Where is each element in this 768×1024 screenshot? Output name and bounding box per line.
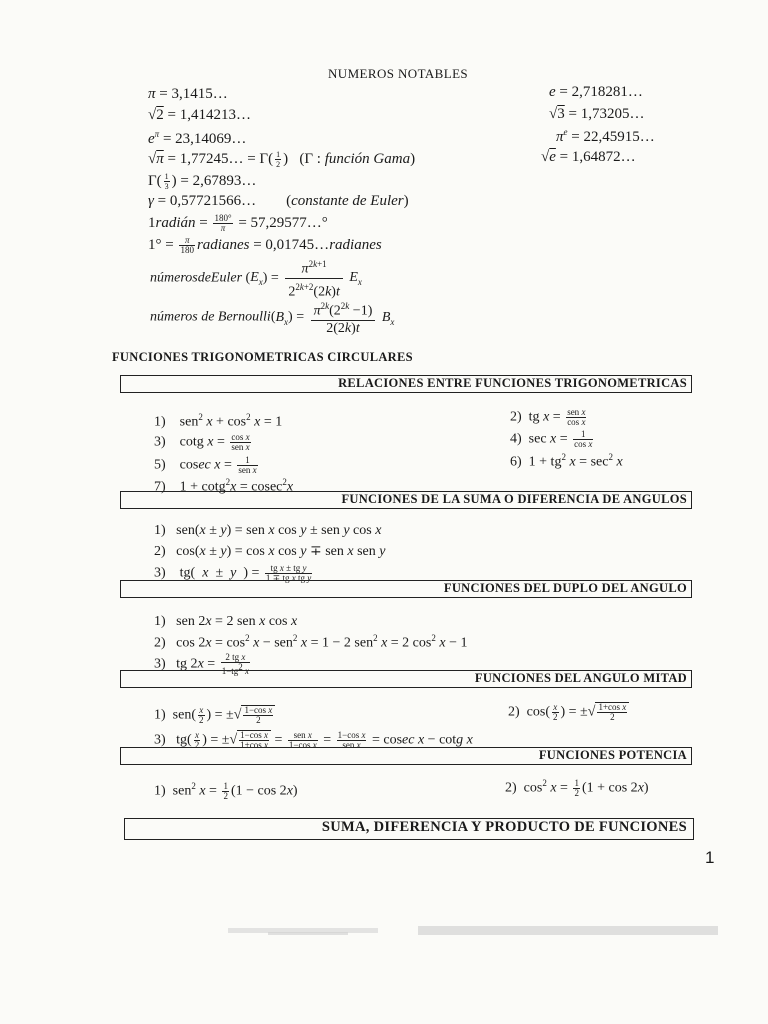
rel-3: 3) cotg x = $\frac{\text{cos x}}{\text{sen x}}$ xyxy=(154,432,250,452)
section-header-mitad xyxy=(120,670,692,688)
rel-1: 1) sen$^2$ $x + \cos^2 x = 1$ xyxy=(154,412,283,430)
section-header-suma xyxy=(120,491,692,509)
mitad-1: 1) sen( $\frac{x}{2}$ ) = ±√ $\frac{\text{1−cos x}}{2}$ xyxy=(154,705,275,725)
constant-pi-e: $\pi^e$ = 22,45915… xyxy=(556,127,655,145)
suma-2: 2) cos(x ± y) = cos x cos y ∓ sen x sen y xyxy=(154,544,386,559)
constant-euler-gamma: γ = 0,57721566… (constante de Euler) xyxy=(148,193,409,209)
constant-gamma-third: Γ( $\frac{1}{3}$ ) = 2,67893… xyxy=(148,172,257,191)
rel-4: 4) sec x = $\frac{1}{\text{cos x}}$ xyxy=(510,429,593,449)
potencia-1: 1) sen$^2$ x = $\frac{1}{2}$ (1 − cos 2x) xyxy=(154,780,298,801)
constant-pi: π = 3,1415… xyxy=(148,86,228,102)
section-header-potencia xyxy=(120,747,692,765)
rel-2: 2) tg x = $\frac{\text{sen x}}{\text{cos x}}$ xyxy=(510,407,586,427)
bernoulli-numbers-formula: números de $Bernoulli(B_x)$ = $\frac{\pi^{2k}(2^{2k} -1)}{2(2k)t}$ $B_x$ xyxy=(150,298,394,337)
rel-7: 7) 1 + cotg$^2$x = cosec$^2$x xyxy=(154,477,294,495)
potencia-2: 2) $\cos^2 x$ = $\frac{1}{2}$ (1 + cos 2x) xyxy=(505,777,649,798)
constant-sqrt3: √3 = 1,73205… xyxy=(549,106,645,122)
mitad-3: 3) tg( $\frac{x}{2}$ ) = ±√ $\frac{\text{1−cos x}}{\text{1+cos x}}$ = $\frac{\text{sen x}}{\text{1−cos x}}$ = $\frac{\text{1−cos x}}{\text{sen x}}$ = cosec x − cotg x xyxy=(154,730,473,750)
section-header-label: SUMA, DIFERENCIA Y PRODUCTO DE FUNCIONES xyxy=(321,819,687,835)
section-header-label: FUNCIONES DEL ANGULO MITAD xyxy=(474,671,687,685)
suma-3: 3) tg( x ± y ) = $\frac{\text{tg x ± tg y}}{\text{1 ∓ tg x tg y}}$ xyxy=(154,563,312,583)
constant-radian: 1radián = $\frac{180^\circ}{\pi}$ = 57,29577…° xyxy=(148,213,328,233)
rel-5: 5) cosec x = $\frac{1}{\text{sen x}}$ xyxy=(154,455,257,475)
duplo-2: 2) $\cos 2x = \cos^2 x - sen^2$ x = 1 − 2 sen$^2$ x = 2 $\cos^2 x - 1$ xyxy=(154,633,468,651)
bleed-through-smudge xyxy=(228,920,723,942)
section-header-duplo xyxy=(120,580,692,598)
section-header-label: FUNCIONES POTENCIA xyxy=(538,748,687,762)
duplo-3: 3) tg 2x = $\frac{\text{2 tg x}}{1-tg^2 x}$ xyxy=(154,652,250,676)
euler-numbers-formula: númerosdeEuler $(E_x)$ = $\frac{\pi^{2k+1}}{2^{2k+2}(2k)t}$ $E_x$ xyxy=(150,256,362,300)
trig-section-title: FUNCIONES TRIGONOMETRICAS CIRCULARES xyxy=(112,350,413,364)
page-number: 1 xyxy=(705,848,715,867)
section-header-label: FUNCIONES DEL DUPLO DEL ANGULO xyxy=(443,581,687,595)
constant-sqrt-pi: √π = 1,77245… = Γ( $\frac{1}{2}$ ) (Γ : función Gama) xyxy=(148,150,416,169)
constant-e: e = 2,718281… xyxy=(549,84,643,100)
constant-sqrt-e: √e = 1,64872… xyxy=(541,149,636,165)
section-header-relaciones xyxy=(120,375,692,393)
smudge-graphic xyxy=(228,920,723,942)
section-header-producto xyxy=(124,818,694,840)
constant-sqrt2: √2 = 1,414213… xyxy=(148,107,251,123)
rel-6: 6) $1 + tg^2$ $x = \sec^2 x$ xyxy=(510,452,623,470)
page-title: NUMEROS NOTABLES xyxy=(328,66,469,81)
section-header-label: FUNCIONES DE LA SUMA O DIFERENCIA DE ANGULOS xyxy=(341,492,687,506)
constant-degree: 1° = $\frac{\pi}{180}$ radianes = 0,01745…radianes xyxy=(148,235,382,255)
suma-1: 1) sen(x ± y) = sen x cos y ± sen y cos x xyxy=(154,523,382,538)
section-header-label: RELACIONES ENTRE FUNCIONES TRIGONOMETRICAS xyxy=(338,376,687,390)
duplo-1: 1) sen 2x = 2 sen x cos x xyxy=(154,614,298,629)
constant-e-pi: $e^\pi$ = 23,14069… xyxy=(148,129,247,147)
mitad-2: 2) cos( $\frac{x}{2}$ ) = ±√ $\frac{\text{1+cos x}}{2}$ xyxy=(508,702,629,722)
